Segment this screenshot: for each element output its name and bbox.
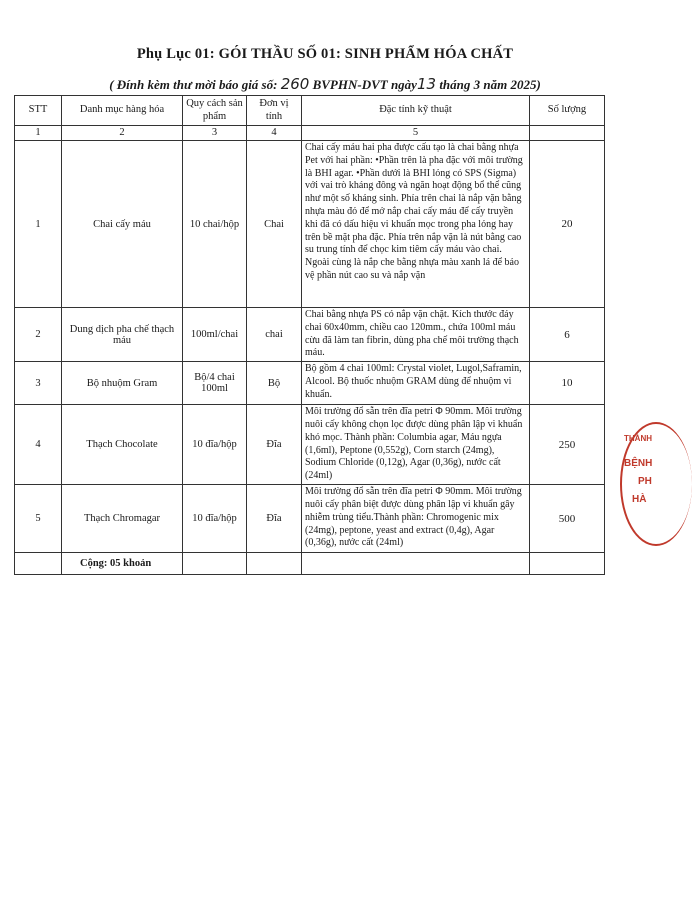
row-spec: 10 đĩa/hộp [183,485,247,553]
row-spec: 100ml/chai [183,308,247,362]
row-unit: Bộ [247,362,302,405]
subtitle-number: 260 [280,75,310,93]
column-number [530,126,605,141]
table-row [15,485,605,553]
total-empty-cell [247,553,302,575]
row-qty: 500 [530,485,605,553]
document-title: Phụ Lục 01: GÓI THẦU SỐ 01: SINH PHẨM HÓA CHẤT [136,46,514,62]
table-row [15,405,605,485]
table-row [15,362,605,405]
row-name: Bộ nhuộm Gram [62,362,183,405]
row-technical: Môi trường đổ sẵn trên đĩa petri Φ 90mm. Môi trường nuôi cấy phân biệt được dùng phân lập vi khuẩn gây nhiễm trùng tiểu.Thành phần: Chromogenic mix (24mg), peptone, yeast and extract (0,4g), Agar (0,36g), nước cất (24ml) [302,485,530,553]
header-name: Danh mục hàng hóa [62,96,183,126]
row-stt: 5 [15,485,62,553]
row-name: Dung dịch pha chế thạch máu [62,308,183,362]
column-number: 3 [183,126,247,141]
stamp-text: PH [638,476,652,487]
total-empty-cell [530,553,605,575]
column-number: 1 [15,126,62,141]
row-spec: Bộ/4 chai 100ml [183,362,247,405]
table-row [15,141,605,308]
row-technical: Chai cấy máu hai pha được cấu tạo là chai bằng nhựa Pet với hai phần: •Phần trên là pha đặc với môi trường là BHI agar. •Phần dưới là BHI lỏng có SPS (Sigma) với vai trò kháng đông và ngăn hoạt động bổ thể cũng như một số kháng sinh. Phía trên chai là nắp vặn bằng nhựa màu đỏ để mở nắp chai cấy máu để cấy truyền khi đã có dấu hiệu vi khuẩn mọc trong pha lỏng hay trên bề mặt pha đặc. Phía trên nắp vặn là nút bằng cao su trung tính để chọc kim tiêm cấy máu vào chai. Ngoài cùng là nắp che bằng nhựa màu xanh lá để bảo vệ phần nút cao su và nắp vặn [302,141,530,308]
row-unit: Đĩa [247,485,302,553]
subtitle-day: 13 [416,75,437,93]
header-qty: Số lượng [530,96,605,126]
stamp-text: HÀ [632,494,647,505]
header-stt: STT [15,96,62,126]
table-numbering-row [15,126,605,141]
row-stt: 2 [15,308,62,362]
table-row [15,308,605,362]
row-technical: Chai bằng nhựa PS có nắp vặn chặt. Kích thước đáy chai 60x40mm, chiều cao 120mm., chứa 100ml máu cừu đã làm tan fibrin, dùng pha chế môi trường thạch máu. [302,308,530,362]
column-number: 2 [62,126,183,141]
row-unit: Chai [247,141,302,308]
subtitle-prefix: ( Đính kèm thư mời báo giá số: [109,77,281,92]
column-number: 4 [247,126,302,141]
row-name: Chai cấy máu [62,141,183,308]
row-technical: Bộ gồm 4 chai 100ml: Crystal violet, Lugol,Saframin, Alcool. Bộ thuốc nhuộm GRAM dùng để nhuộm vi khuẩn. [302,362,530,405]
stamp-text: THÀNH [624,434,652,443]
column-number: 5 [302,126,530,141]
row-spec: 10 đĩa/hộp [183,405,247,485]
header-technical: Đặc tính kỹ thuật [302,96,530,126]
stamp-text: BỆNH [624,458,653,469]
row-name: Thạch Chromagar [62,485,183,553]
row-technical: Môi trường đổ sẵn trên đĩa petri Φ 90mm. Môi trường nuôi cấy không chọn lọc được dùng phân lập vi khuẩn khó mọc. Thành phần: Columbia agar, Máu ngựa (1,6ml), Peptone (0,552g), Corn starch (24mg), Sodium Chloride (0,12g), Agar (0,36g), nước cất (24ml) [302,405,530,485]
row-stt: 1 [15,141,62,308]
total-empty-cell [302,553,530,575]
total-label: Cộng: 05 khoản [62,553,183,575]
row-qty: 10 [530,362,605,405]
row-qty: 250 [530,405,605,485]
row-stt: 4 [15,405,62,485]
header-unit: Đơn vị tính [247,96,302,126]
document-subtitle [0,75,650,93]
header-spec: Quy cách sản phẩm [183,96,247,126]
subtitle-mid: BVPHN-DVT ngày [309,77,417,92]
row-unit: Đĩa [247,405,302,485]
red-stamp [618,422,678,552]
row-qty: 6 [530,308,605,362]
table-total-row [15,553,605,575]
subtitle-suffix: tháng 3 năm 2025) [436,77,541,92]
total-empty-cell [15,553,62,575]
row-unit: chai [247,308,302,362]
row-spec: 10 chai/hộp [183,141,247,308]
row-stt: 3 [15,362,62,405]
table-header-row [15,96,605,126]
row-qty: 20 [530,141,605,308]
product-table [14,95,605,575]
row-name: Thạch Chocolate [62,405,183,485]
total-empty-cell [183,553,247,575]
